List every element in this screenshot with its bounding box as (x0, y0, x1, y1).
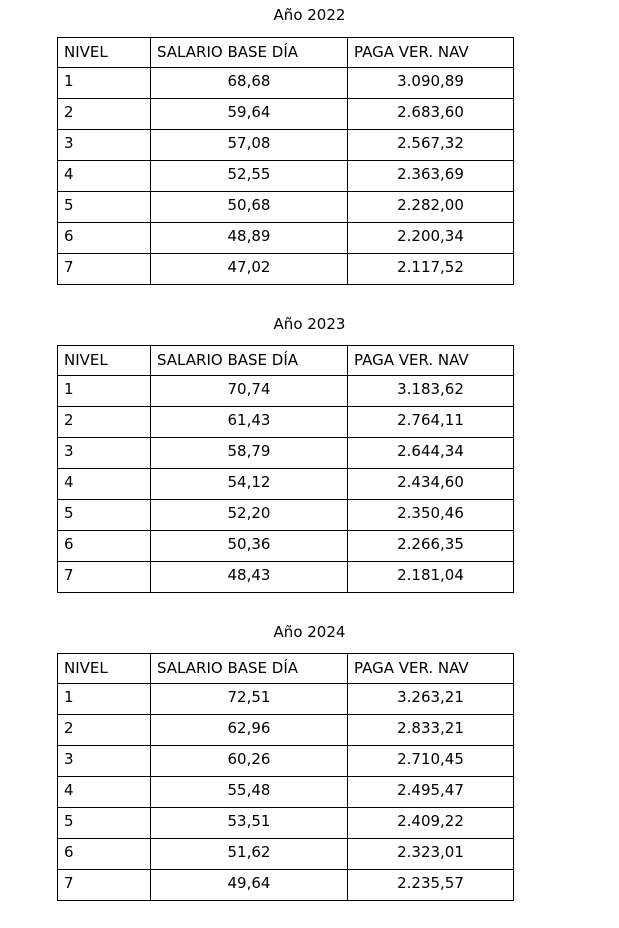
cell-salario-base-dia: 48,43 (151, 562, 348, 593)
table-row (58, 223, 514, 254)
salary-table-2022 (57, 37, 514, 285)
table-row (58, 715, 514, 746)
cell-salario-base-dia: 51,62 (151, 839, 348, 870)
cell-nivel: 1 (58, 376, 151, 407)
cell-salario-base-dia: 58,79 (151, 438, 348, 469)
table-row (58, 130, 514, 161)
cell-paga-ver-nav: 2.363,69 (348, 161, 514, 192)
table-row (58, 777, 514, 808)
cell-salario-base-dia: 59,64 (151, 99, 348, 130)
column-header-salario-base-dia: SALARIO BASE DÍA (151, 38, 348, 68)
year-section-2024 (0, 623, 619, 901)
cell-paga-ver-nav: 2.200,34 (348, 223, 514, 254)
cell-nivel: 3 (58, 746, 151, 777)
cell-paga-ver-nav: 2.567,32 (348, 130, 514, 161)
cell-paga-ver-nav: 2.323,01 (348, 839, 514, 870)
salary-table-2023 (57, 345, 514, 593)
cell-salario-base-dia: 47,02 (151, 254, 348, 285)
salary-table-2024 (57, 653, 514, 901)
table-row (58, 407, 514, 438)
column-header-paga-ver-nav: PAGA VER. NAV (348, 38, 514, 68)
column-header-nivel: NIVEL (58, 346, 151, 376)
cell-nivel: 1 (58, 684, 151, 715)
table-row (58, 161, 514, 192)
cell-salario-base-dia: 53,51 (151, 808, 348, 839)
cell-nivel: 4 (58, 469, 151, 500)
cell-nivel: 5 (58, 808, 151, 839)
cell-salario-base-dia: 57,08 (151, 130, 348, 161)
cell-paga-ver-nav: 2.495,47 (348, 777, 514, 808)
section-title-2022: Año 2022 (273, 6, 346, 24)
table-row (58, 99, 514, 130)
cell-paga-ver-nav: 3.090,89 (348, 68, 514, 99)
table-row (58, 531, 514, 562)
cell-nivel: 5 (58, 192, 151, 223)
cell-paga-ver-nav: 2.266,35 (348, 531, 514, 562)
cell-paga-ver-nav: 2.181,04 (348, 562, 514, 593)
column-header-nivel: NIVEL (58, 38, 151, 68)
cell-nivel: 6 (58, 531, 151, 562)
cell-nivel: 6 (58, 839, 151, 870)
table-row (58, 562, 514, 593)
table-row (58, 192, 514, 223)
section-title-2023: Año 2023 (273, 315, 346, 333)
cell-paga-ver-nav: 2.282,00 (348, 192, 514, 223)
cell-nivel: 4 (58, 161, 151, 192)
table-row (58, 254, 514, 285)
cell-paga-ver-nav: 2.117,52 (348, 254, 514, 285)
cell-salario-base-dia: 72,51 (151, 684, 348, 715)
column-header-salario-base-dia: SALARIO BASE DÍA (151, 654, 348, 684)
cell-nivel: 2 (58, 99, 151, 130)
cell-paga-ver-nav: 3.263,21 (348, 684, 514, 715)
cell-paga-ver-nav: 2.350,46 (348, 500, 514, 531)
section-title-2024: Año 2024 (273, 623, 346, 641)
cell-paga-ver-nav: 2.710,45 (348, 746, 514, 777)
cell-salario-base-dia: 48,89 (151, 223, 348, 254)
cell-nivel: 7 (58, 870, 151, 901)
cell-salario-base-dia: 62,96 (151, 715, 348, 746)
cell-salario-base-dia: 68,68 (151, 68, 348, 99)
cell-paga-ver-nav: 3.183,62 (348, 376, 514, 407)
cell-salario-base-dia: 50,68 (151, 192, 348, 223)
cell-nivel: 2 (58, 715, 151, 746)
column-header-paga-ver-nav: PAGA VER. NAV (348, 654, 514, 684)
cell-paga-ver-nav: 2.833,21 (348, 715, 514, 746)
cell-nivel: 2 (58, 407, 151, 438)
column-header-paga-ver-nav: PAGA VER. NAV (348, 346, 514, 376)
header-row (58, 38, 514, 68)
cell-salario-base-dia: 61,43 (151, 407, 348, 438)
cell-nivel: 3 (58, 438, 151, 469)
cell-salario-base-dia: 70,74 (151, 376, 348, 407)
cell-nivel: 5 (58, 500, 151, 531)
cell-nivel: 7 (58, 562, 151, 593)
table-row (58, 68, 514, 99)
year-section-2022 (0, 6, 619, 285)
cell-salario-base-dia: 55,48 (151, 777, 348, 808)
cell-paga-ver-nav: 2.764,11 (348, 407, 514, 438)
year-section-2023 (0, 315, 619, 593)
table-row (58, 808, 514, 839)
cell-salario-base-dia: 50,36 (151, 531, 348, 562)
cell-paga-ver-nav: 2.434,60 (348, 469, 514, 500)
table-row (58, 870, 514, 901)
table-row (58, 469, 514, 500)
cell-nivel: 7 (58, 254, 151, 285)
table-row (58, 438, 514, 469)
cell-salario-base-dia: 49,64 (151, 870, 348, 901)
cell-paga-ver-nav: 2.235,57 (348, 870, 514, 901)
header-row (58, 654, 514, 684)
cell-nivel: 6 (58, 223, 151, 254)
cell-nivel: 3 (58, 130, 151, 161)
table-row (58, 746, 514, 777)
column-header-salario-base-dia: SALARIO BASE DÍA (151, 346, 348, 376)
cell-salario-base-dia: 60,26 (151, 746, 348, 777)
table-row (58, 684, 514, 715)
cell-nivel: 4 (58, 777, 151, 808)
cell-paga-ver-nav: 2.409,22 (348, 808, 514, 839)
column-header-nivel: NIVEL (58, 654, 151, 684)
cell-paga-ver-nav: 2.644,34 (348, 438, 514, 469)
cell-paga-ver-nav: 2.683,60 (348, 99, 514, 130)
table-row (58, 839, 514, 870)
cell-salario-base-dia: 54,12 (151, 469, 348, 500)
cell-nivel: 1 (58, 68, 151, 99)
table-row (58, 376, 514, 407)
cell-salario-base-dia: 52,20 (151, 500, 348, 531)
table-row (58, 500, 514, 531)
cell-salario-base-dia: 52,55 (151, 161, 348, 192)
document (0, 6, 619, 901)
header-row (58, 346, 514, 376)
